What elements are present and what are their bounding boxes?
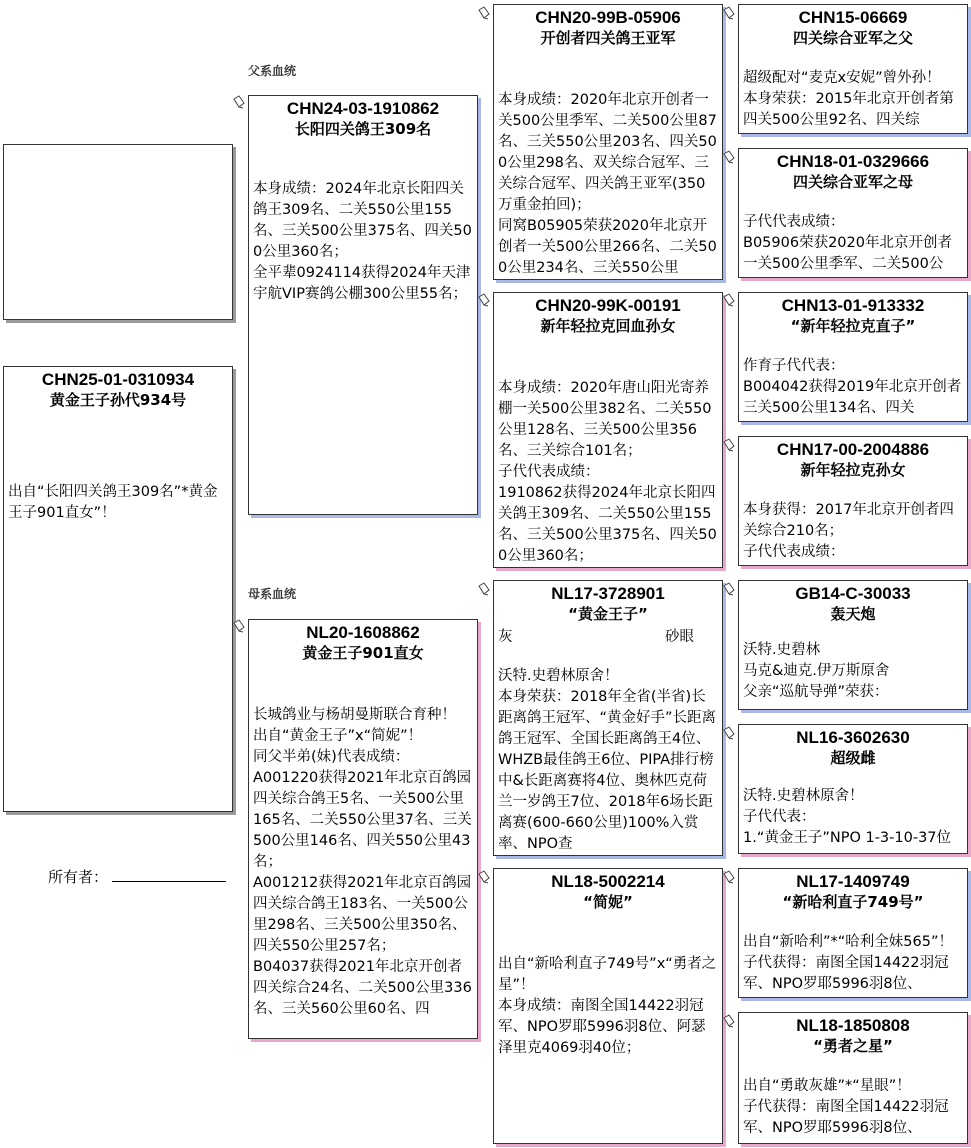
eye-type: 砂眼 — [665, 629, 694, 645]
edit-pencil-icon[interactable] — [232, 619, 246, 633]
sds-card[interactable] — [738, 292, 968, 422]
edit-pencil-icon[interactable] — [232, 95, 246, 109]
edit-pencil-icon[interactable] — [722, 870, 736, 884]
photo-placeholder — [3, 144, 233, 320]
subject-card — [3, 366, 233, 812]
owner-field — [48, 866, 226, 887]
dam-dam-ring-number: NL18-5002214 — [551, 872, 665, 891]
ssd-ring-number: CHN18-01-0329666 — [776, 152, 930, 171]
sire-sire-name: 开创者四关鸽王亚军 — [540, 29, 676, 47]
dam-sire-traits — [494, 627, 722, 648]
dam-card[interactable] — [248, 619, 478, 1039]
sds-name: “新年轻拉克直子” — [790, 317, 916, 335]
dam-ring-number: NL20-1608862 — [306, 623, 420, 642]
edit-pencil-icon[interactable] — [477, 293, 491, 307]
dam-sire-description: 沃特.史碧林原舍！ 本身荣获：2018年全省(半省)长距离鸽王冠军、“黄金好手”长距离鸽王冠军、全国长距离鸽王4位、WHZB最佳鸽王6位、PIPA排行榜中&长距离赛将4位、奥林匹克荷兰一岁鸽王7位、2018年6场长距离赛(600-660公里)100%入赏率、NPO查 — [498, 668, 717, 852]
ddd-name: “勇者之星” — [813, 1037, 893, 1055]
ssd-description: 子代代表成绩： B05906荣获2020年北京开创者一关500公里季军、二关500公 — [743, 214, 952, 272]
sire-card[interactable] — [248, 95, 478, 515]
sire-ring-number: CHN24-03-1910862 — [286, 99, 440, 118]
sss-name: 四关综合亚军之父 — [792, 29, 913, 47]
sire-line-label: 父系血统 — [248, 64, 297, 78]
sds-description: 作育子代代表： B004042获得2019年北京开创者三关500公里134名、四关 — [743, 358, 962, 416]
sds-ring-number: CHN13-01-913332 — [781, 296, 925, 315]
edit-pencil-icon[interactable] — [722, 1014, 736, 1028]
dam-dam-name: “简妮” — [583, 893, 633, 911]
sire-dam-ring-number: CHN20-99K-00191 — [535, 296, 681, 315]
sire-dam-card[interactable] — [493, 292, 723, 568]
ssd-card[interactable] — [738, 148, 968, 278]
ddd-card[interactable] — [738, 1012, 968, 1144]
sss-description: 超级配对“麦克x安妮”曾外孙！ 本身荣获：2015年北京开创者第四关500公里92名、四关综 — [743, 70, 954, 128]
feather-color: 灰 — [498, 629, 513, 645]
sdd-card[interactable] — [738, 436, 968, 566]
dam-line-label: 母系血统 — [248, 587, 297, 601]
subject-description: 出自“长阳四关鸽王309名”*黄金王子901直女”！ — [8, 484, 218, 521]
dss-ring-number: GB14-C-30033 — [795, 584, 911, 603]
sire-dam-description: 本身成绩：2020年唐山阳光寄养棚一关500公里382名、二关550公里128名、三关500公里356名、三关综合101名； 子代代表成绩： 1910862获得2024年北京长阳四关鸽王309名、二关550公里155名、三关500公里375名、四关500公里360名； — [498, 380, 717, 564]
edit-pencil-icon[interactable] — [722, 726, 736, 740]
dds-card[interactable] — [738, 868, 968, 998]
dam-description: 长城鸽业与杨胡曼斯联合育种！ 出自“黄金王子”x“简妮”！ 同父半弟(妹)代表成绩： A001220获得2021年北京百鸽园四关综合鸽王5名、一关500公里165名、二关550公里37名、三关500公里146名、四关550公里43名； A001212获得2021年北京百鸽园四关综合鸽王183名、一关500公里298名、三关500公里350名、四关550公里257名； B04037获得2021年北京开创者四关综合24名、二关500公里336名、三关560公里60名、四 — [253, 707, 472, 1017]
dam-sire-ring-number: NL17-3728901 — [551, 584, 665, 603]
sire-sire-ring-number: CHN20-99B-05906 — [535, 8, 681, 27]
dam-sire-name: “黄金王子” — [568, 605, 648, 623]
ddd-description: 出自“勇敢灰雄”*“星眼”！ 子代获得：南图全国14422羽冠军、NPO罗耶5996羽8位、 — [743, 1078, 949, 1136]
sdd-ring-number: CHN17-00-2004886 — [776, 440, 930, 459]
dsd-ring-number: NL16-3602630 — [796, 728, 910, 747]
edit-pencil-icon[interactable] — [722, 150, 736, 164]
subject-name: 黄金王子孙代934号 — [49, 391, 187, 409]
dsd-description: 沃特.史碧林原舍！ 子代代表： 1.“黄金王子”NPO 1-3-10-37位 — [743, 788, 952, 846]
dam-dam-description: 出自“新哈利直子749号”x“勇者之星”！ 本身成绩：南图全国14422羽冠军、NPO罗耶5996羽8位、阿瑟泽里克4069羽40位； — [498, 956, 717, 1056]
edit-pencil-icon[interactable] — [477, 870, 491, 884]
dam-dam-card[interactable] — [493, 868, 723, 1144]
edit-pencil-icon[interactable] — [722, 438, 736, 452]
sire-sire-card[interactable] — [493, 4, 723, 280]
dsd-card[interactable] — [738, 724, 968, 854]
dss-card[interactable] — [738, 580, 968, 710]
edit-pencil-icon[interactable] — [477, 582, 491, 596]
edit-pencil-icon[interactable] — [722, 293, 736, 307]
sdd-description: 本身获得：2017年北京开创者四关综合210名； 子代代表成绩： — [743, 502, 954, 560]
dss-description: 沃特.史碧林 马克&迪克.伊万斯原舍 父亲“巡航导弹”荣获： — [743, 642, 890, 700]
dds-description: 出自“新哈利”*“哈利全妹565”！ 子代获得：南图全国14422羽冠军、NPO罗耶5996羽8位、 — [743, 934, 953, 992]
dam-name: 黄金王子901直女 — [302, 644, 424, 662]
sire-sire-description: 本身成绩：2020年北京开创者一关500公里季军、二关500公里87名、三关550公里203名、四关500公里298名、双关综合冠军、三关综合冠军、四关鸽王亚军(350万重金拍回)； 同窝B05905荣获2020年北京开创者一关500公里266名、二关500公里234名、三关550公里 — [498, 92, 717, 276]
edit-pencil-icon[interactable] — [722, 6, 736, 20]
dds-ring-number: NL17-1409749 — [796, 872, 910, 891]
owner-label: 所有者： — [48, 868, 109, 886]
dss-name: 轰天炮 — [830, 605, 876, 623]
sire-dam-name: 新年轻拉克回血孙女 — [540, 317, 676, 335]
sss-card[interactable] — [738, 4, 968, 134]
dsd-name: 超级雌 — [830, 749, 876, 767]
sire-name: 长阳四关鸽王309名 — [294, 120, 432, 138]
subject-ring-number: CHN25-01-0310934 — [41, 370, 195, 389]
dam-sire-card[interactable] — [493, 580, 723, 856]
ddd-ring-number: NL18-1850808 — [796, 1016, 910, 1035]
edit-pencil-icon[interactable] — [477, 6, 491, 20]
sire-description: 本身成绩：2024年北京长阳四关鸽王309名、二关550公里155名、三关500公里375名、四关500公里360名； 全平辈0924114获得2024年天津宇航VIP赛鸽公棚300公里55名； — [253, 181, 472, 302]
ssd-name: 四关综合亚军之母 — [792, 173, 913, 191]
sdd-name: 新年轻拉克孙女 — [800, 461, 906, 479]
sss-ring-number: CHN15-06669 — [798, 8, 908, 27]
dds-name: “新哈利直子749号” — [782, 893, 924, 911]
edit-pencil-icon[interactable] — [722, 582, 736, 596]
owner-blank-line[interactable] — [112, 867, 226, 882]
